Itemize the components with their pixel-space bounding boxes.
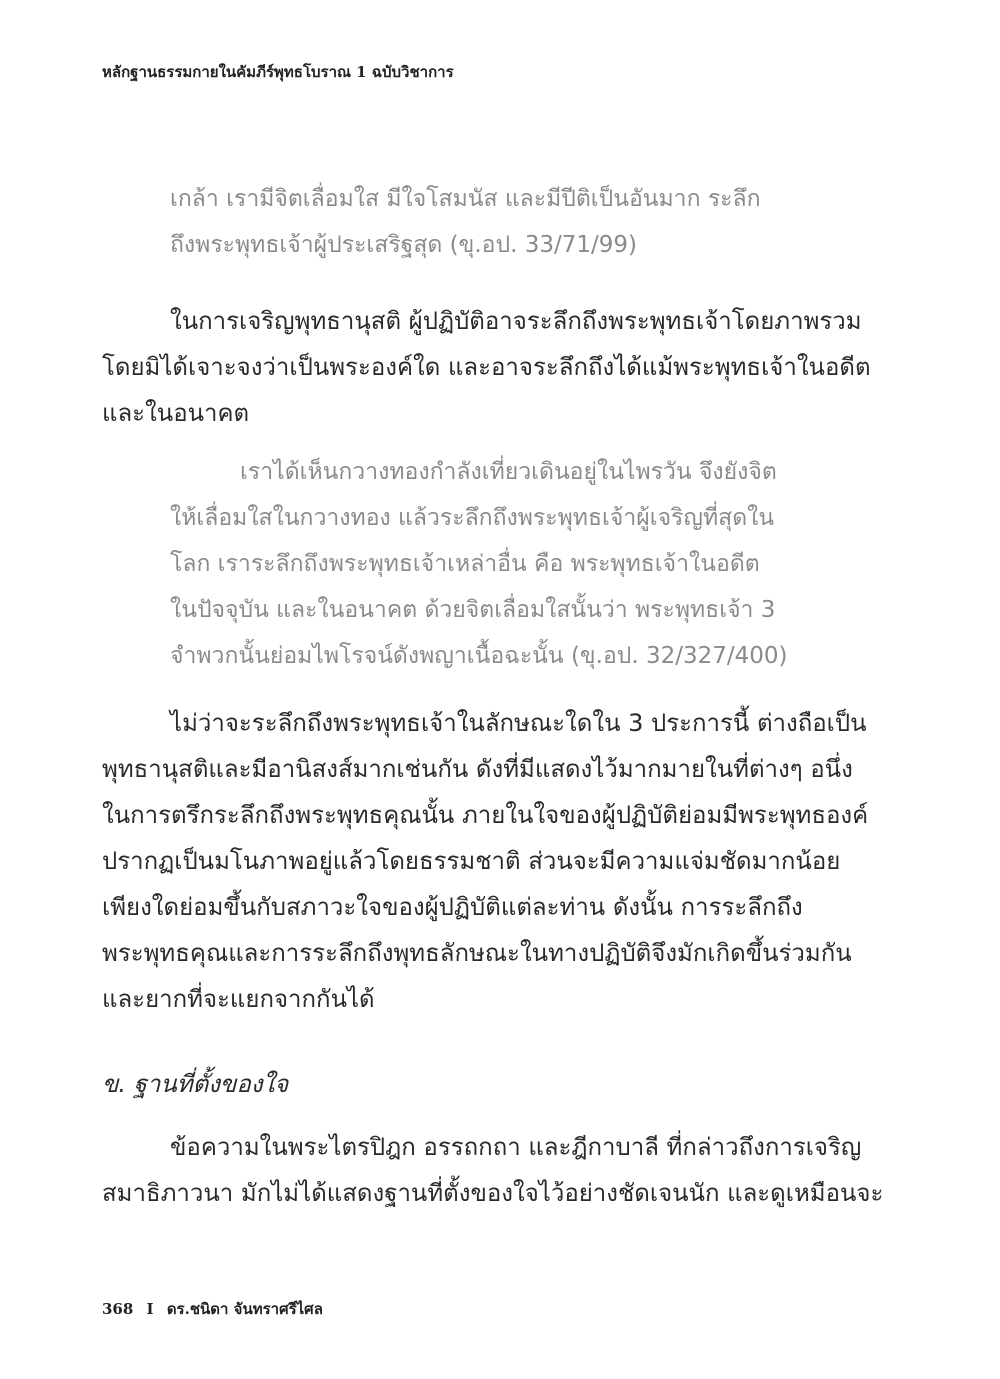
page-footer bbox=[102, 1297, 323, 1321]
paragraph-line: สมาธิภาวนา มักไม่ได้แสดงฐานที่ตั้งของใจไว้อย่างชัดเจนนัก และดูเหมือนจะ bbox=[102, 1179, 884, 1207]
quote-line: ถึงพระพุทธเจ้าผู้ประเสริฐสุด (ขุ.อป. 33/71/99) bbox=[170, 232, 637, 258]
quote-block-1 bbox=[170, 176, 761, 268]
quote-line: จำพวกนั้นย่อมไพโรจน์ดังพญาเนื้อฉะนั้น (ขุ.อป. 32/327/400) bbox=[170, 643, 788, 669]
paragraph-3 bbox=[102, 1124, 883, 1216]
quote-line: เราได้เห็นกวางทองกำลังเที่ยวเดินอยู่ในไพรวัน จึงยังจิต bbox=[240, 459, 777, 485]
paragraph-line: และยากที่จะแยกจากกันได้ bbox=[102, 985, 375, 1013]
paragraph-line: ข้อความในพระไตรปิฎก อรรถกถา และฎีกาบาลี ที่กล่าวถึงการเจริญ bbox=[170, 1133, 862, 1161]
quote-line: ให้เลื่อมใสในกวางทอง แล้วระลึกถึงพระพุทธเจ้าผู้เจริญที่สุดใน bbox=[170, 505, 775, 531]
section-heading: ข. ฐานที่ตั้งของใจ bbox=[102, 1070, 289, 1098]
author-name: ดร.ชนิดา จันทราศรีไศล bbox=[166, 1300, 323, 1318]
paragraph-2 bbox=[102, 700, 868, 1022]
paragraph-line: ไม่ว่าจะระลึกถึงพระพุทธเจ้าในลักษณะใดใน 3 ประการนี้ ต่างถือเป็น bbox=[170, 709, 867, 737]
quote-block-2 bbox=[170, 449, 788, 679]
paragraph-line: เพียงใดย่อมขึ้นกับสภาวะใจของผู้ปฏิบัติแต่ละท่าน ดังนั้น การระลึกถึง bbox=[102, 893, 803, 921]
paragraph-line: ปรากฏเป็นมโนภาพอยู่แล้วโดยธรรมชาติ ส่วนจะมีความแจ่มชัดมากน้อย bbox=[102, 847, 841, 875]
footer-separator: I bbox=[146, 1300, 154, 1318]
paragraph-line: และในอนาคต bbox=[102, 399, 250, 427]
paragraph-line: ในการเจริญพุทธานุสติ ผู้ปฏิบัติอาจระลึกถึงพระพุทธเจ้าโดยภาพรวม bbox=[170, 307, 862, 335]
quote-line: โลก เราระลึกถึงพระพุทธเจ้าเหล่าอื่น คือ พระพุทธเจ้าในอดีต bbox=[170, 551, 760, 577]
running-header bbox=[102, 60, 454, 84]
paragraph-line: พุทธานุสติและมีอานิสงส์มากเช่นกัน ดังที่มีแสดงไว้มากมายในที่ต่างๆ อนึ่ง bbox=[102, 755, 853, 783]
quote-line: ในปัจจุบัน และในอนาคต ด้วยจิตเลื่อมใสนั้นว่า พระพุทธเจ้า 3 bbox=[170, 597, 776, 623]
paragraph-line: โดยมิได้เจาะจงว่าเป็นพระองค์ใด และอาจระลึกถึงได้แม้พระพุทธเจ้าในอดีต bbox=[102, 353, 871, 381]
running-title: หลักฐานธรรมกายในคัมภีร์พุทธโบราณ 1 ฉบับวิชาการ bbox=[102, 63, 454, 81]
page-number: 368 bbox=[102, 1300, 134, 1318]
paragraph-line: พระพุทธคุณและการระลึกถึงพุทธลักษณะในทางปฏิบัติจึงมักเกิดขึ้นร่วมกัน bbox=[102, 939, 852, 967]
paragraph-1 bbox=[102, 298, 871, 436]
paragraph-line: ในการตรึกระลึกถึงพระพุทธคุณนั้น ภายในใจของผู้ปฏิบัติย่อมมีพระพุทธองค์ bbox=[102, 801, 869, 829]
quote-line: เกล้า เรามีจิตเลื่อมใส มีใจโสมนัส และมีปีติเป็นอันมาก ระลึก bbox=[170, 186, 761, 212]
